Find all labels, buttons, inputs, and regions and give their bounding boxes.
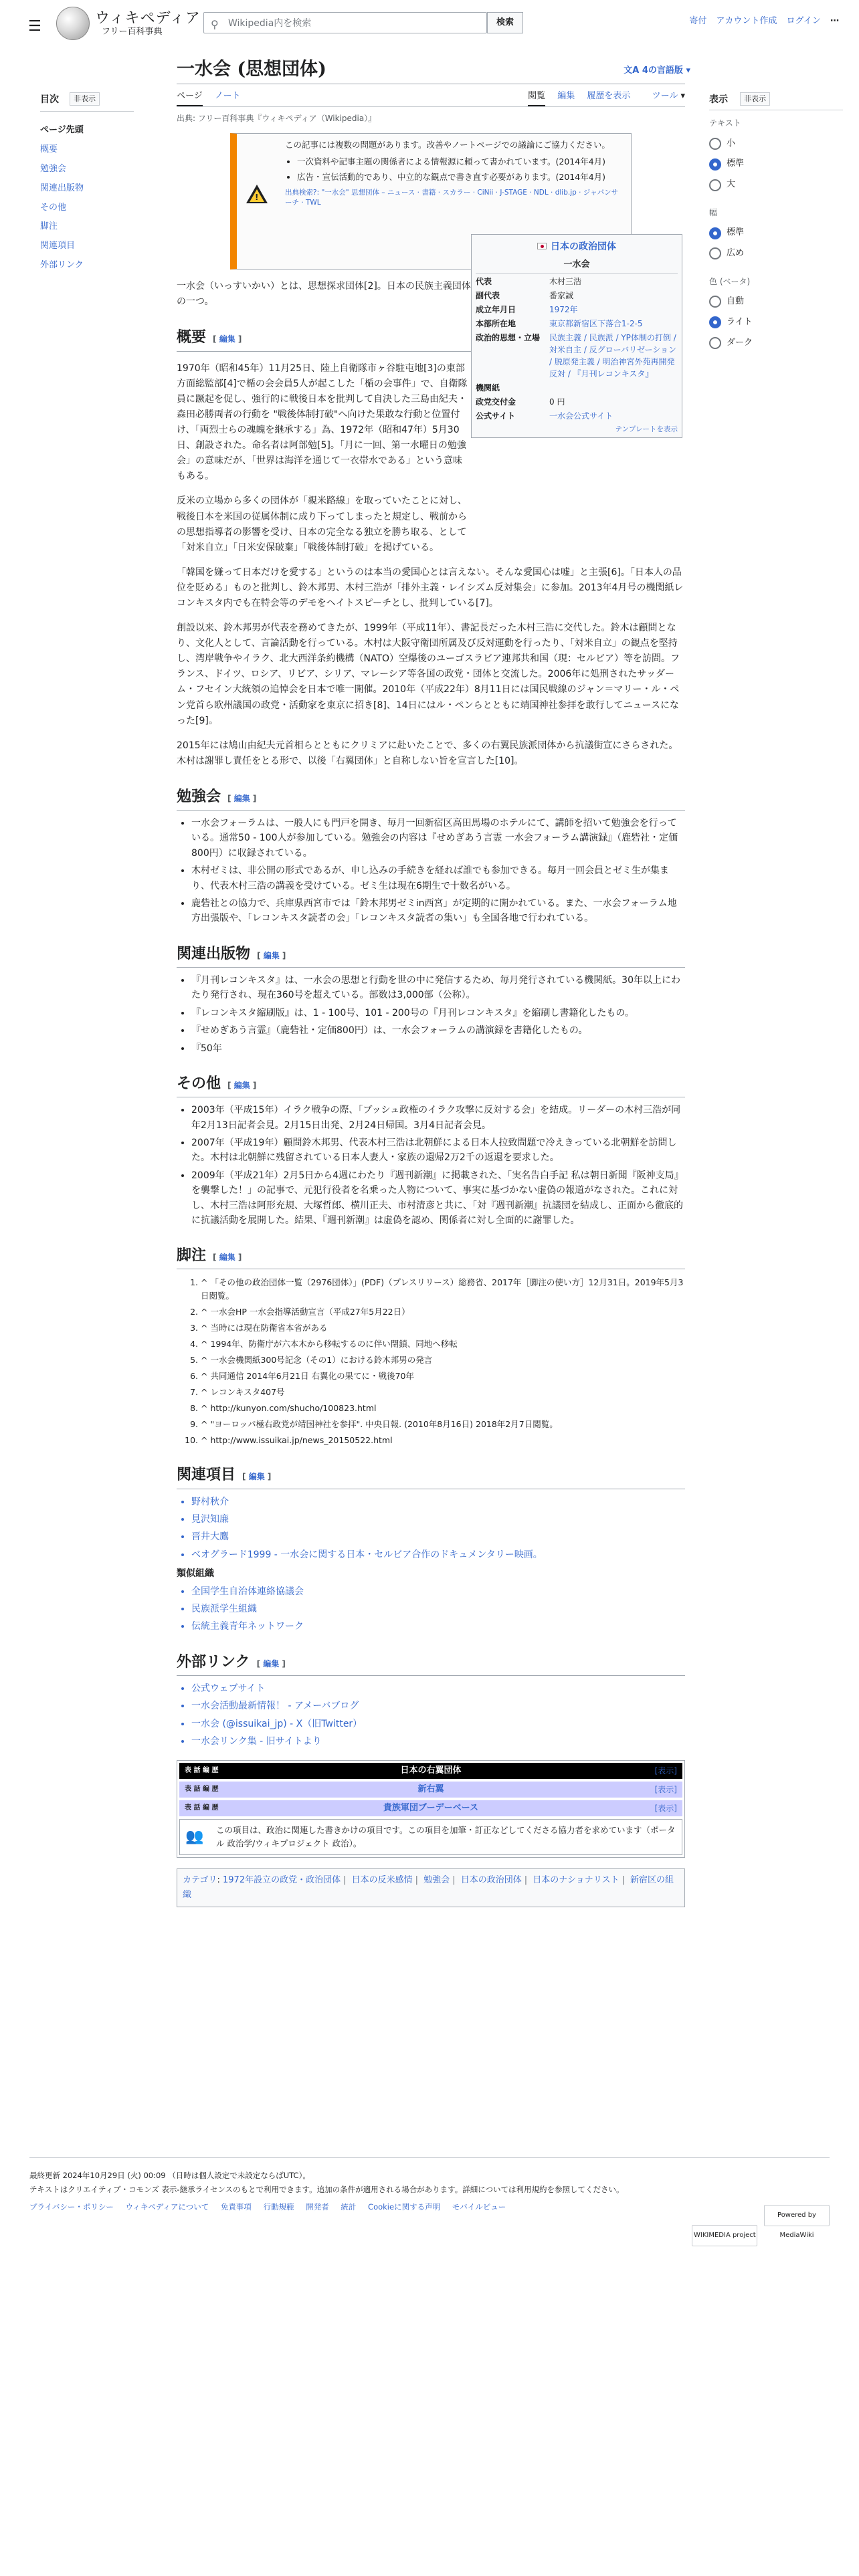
wikimedia-badge[interactable]: WIKIMEDIA project	[692, 2225, 757, 2246]
site-sub: 出典: フリー百科事典『ウィキペディア（Wikipedia）』	[177, 114, 377, 124]
notice-item: • 広告・宣伝活動的であり、中立的な観点で書き直す必要があります。(2014年4月)	[297, 171, 623, 184]
create-account-link[interactable]: アカウント作成	[716, 16, 777, 26]
edit-label: 編集	[219, 334, 235, 344]
infobox-value[interactable]: 東京都新宿区下落合1-2-5	[549, 318, 643, 328]
footer-link[interactable]: 開発者	[306, 2202, 329, 2212]
edit-label: 編集	[248, 1472, 265, 1482]
navbox-vde-links[interactable]: 表 話 編 歴	[185, 1766, 219, 1774]
heading-text: 概要	[177, 328, 207, 346]
radio-text-standard[interactable]	[709, 157, 843, 171]
radio-width-wide[interactable]	[709, 247, 843, 261]
logo-tagline: フリー百科事典	[102, 27, 163, 37]
edit-link[interactable]: [ 編集 ]	[227, 1080, 257, 1090]
category-link[interactable]: 勉強会	[423, 1874, 450, 1885]
more-options-icon[interactable]: ⋯	[830, 16, 839, 26]
radio-label: 広め	[727, 247, 745, 258]
list-item: • 2003年（平成15年）イラク戦争の際、「ブッシュ政権のイラク攻撃に反対する会」を結成。リーダーの木村三浩が同年2月13日記者会見。2月15日出発、2月24日帰国。3月4日記者会見。	[191, 1103, 685, 1133]
language-count: 4の言語版	[642, 66, 683, 76]
navbox-title-text[interactable]: 日本の右翼団体	[400, 1765, 462, 1776]
radio-icon	[709, 337, 721, 349]
edit-link[interactable]: [ 編集 ]	[257, 950, 286, 960]
list-item: • 2007年（平成19年）顧問鈴木邦男、代表木村三浩は北朝鮮による日本人拉致問題で冷えきっている北朝鮮を訪問した。木村は北朝鮮に残留されている日本人妻人・家族の還帰2万2千の返還を要求した。	[191, 1136, 685, 1166]
tab-history[interactable]: 履歴を表示	[587, 91, 631, 102]
tools-menu[interactable]: ツール ▾	[652, 91, 685, 102]
category-link[interactable]: 新宿区の組織	[183, 1874, 674, 1900]
edit-link[interactable]: [ 編集 ]	[227, 793, 257, 803]
infobox-key: 成立年月日	[476, 304, 516, 314]
tab-page[interactable]: ページ	[177, 91, 203, 106]
infobox-key: 機関紙	[476, 383, 500, 393]
external-links-list	[191, 1681, 685, 1749]
related-link[interactable]: • 伝統主義青年ネットワーク	[191, 1619, 685, 1634]
section-heading-notes	[177, 1244, 685, 1269]
reference-item[interactable]: 3. ^ 当時には現在防衛省本省がある	[201, 1321, 685, 1335]
related-list	[191, 1495, 685, 1563]
infobox-key: 本部所在地	[476, 318, 516, 328]
category-box: カテゴリ: 1972年設立の政党・政治団体 | 日本の反米感情 | 勉強会 | 日本の政治団体 | 日本のナショナリスト | 新宿区の組織	[177, 1868, 685, 1907]
infobox-key: 代表	[476, 276, 492, 286]
publications-list	[191, 973, 685, 1056]
footer-link[interactable]: Cookieに関する声明	[368, 2202, 441, 2212]
edit-link[interactable]: [ 編集 ]	[242, 1472, 272, 1482]
tab-read[interactable]: 閲覧	[528, 91, 545, 106]
infobox-row	[476, 396, 678, 408]
section-heading-study	[177, 785, 685, 811]
radio-icon	[709, 296, 721, 308]
radio-color-light[interactable]	[709, 316, 843, 330]
search-input[interactable]	[203, 12, 487, 33]
related-link[interactable]: • ベオグラード1999 - 一水会に関する日本・セルビア合作のドキュメンタリー映画。	[191, 1547, 685, 1562]
other-list	[191, 1103, 685, 1228]
edit-link[interactable]: [ 編集 ]	[213, 334, 242, 344]
search-icon: ⚲	[211, 18, 219, 31]
section-heading-overview	[177, 326, 471, 351]
heading-text: 脚注	[177, 1247, 207, 1265]
category-link[interactable]: 日本の政治団体	[460, 1874, 522, 1885]
related-link[interactable]: • 全国学生自治体連絡協議会	[191, 1584, 685, 1599]
site-header	[0, 0, 859, 47]
width-title: 幅	[709, 207, 718, 217]
heading-text: その他	[177, 1074, 221, 1092]
template-link[interactable]: テンプレートを表示	[615, 425, 678, 433]
heading-text: 勉強会	[177, 787, 221, 805]
edit-label: 編集	[263, 950, 280, 960]
navbox-right-wing	[177, 1760, 685, 1858]
list-item: • 『せめぎあう言霊』（鹿砦社・定価800円）は、一水会フォーラムの講演録を書籍化したもの。	[191, 1023, 685, 1038]
appearance-hide-button[interactable]: 非表示	[740, 92, 770, 106]
list-item: • 『50年	[191, 1041, 685, 1056]
radio-selected-icon	[709, 316, 721, 328]
radio-width-standard[interactable]	[709, 226, 843, 240]
navbox-toggle[interactable]: [表示]	[654, 1803, 677, 1813]
infobox-row	[476, 332, 678, 380]
edit-link[interactable]: [ 編集 ]	[213, 1253, 242, 1263]
infobox-key: 副代表	[476, 290, 500, 300]
external-link[interactable]: • 一水会活動最新情報！ - アメーバブログ	[191, 1699, 685, 1713]
footer-link[interactable]: プライバシー・ポリシー	[29, 2202, 114, 2212]
infobox-row	[476, 290, 678, 302]
donate-link[interactable]: 寄付	[689, 16, 707, 26]
category-link[interactable]: 1972年設立の政党・政治団体	[223, 1874, 341, 1885]
infobox-value[interactable]: 1972年	[549, 304, 578, 314]
navbox-sub-title[interactable]: 貴族軍団ブーデーベース	[383, 1802, 478, 1813]
navbox-subgroup	[179, 1800, 682, 1816]
source-search-links[interactable]: 出典検索?: "一水会" 思想団体 – ニュース · 書籍 · スカラー · CiNii · J-STAGE · NDL · dlib.jp · ジャパンサーチ · TWL	[285, 188, 619, 207]
category-link[interactable]: 日本のナショナリスト	[533, 1874, 619, 1885]
similar-orgs-list	[191, 1584, 685, 1634]
footer-link[interactable]: ウィキペディアについて	[125, 2202, 209, 2212]
infobox-name: 一水会	[476, 257, 678, 274]
color-title: 色 (ベータ)	[709, 276, 751, 286]
reference-item[interactable]: 4. ^ 1994年、防衛庁が六本木から移転するのに伴い閉鎖、同地へ移転	[201, 1337, 685, 1351]
overview-paragraph: 反米の立場から多くの団体が「親米路線」を取っていたことに対し、戦後日本を米国の従属体制に成り下ってしまったと規定し、戦前からの思想指導者の影響を受け、日本の完全なる独立を勝ち取る、として「対米自立」「日米安保破棄」「戦後体制打破」を掲げている。	[177, 496, 467, 553]
radio-text-large[interactable]	[709, 178, 843, 192]
footer-link[interactable]: モバイルビュー	[452, 2202, 506, 2212]
tools-label: ツール	[652, 91, 678, 102]
notice-intro: この記事には複数の問題があります。改善やノートページでの議論にご協力ください。	[285, 140, 610, 150]
radio-label: 大	[727, 179, 736, 190]
external-link[interactable]: • 一水会リンク集 - 旧サイトより	[191, 1734, 685, 1749]
reference-item[interactable]: 2. ^ 一水会HP 一水会指導活動宣言（平成27年5月22日）	[201, 1305, 685, 1319]
footer-link[interactable]: 統計	[341, 2202, 357, 2212]
infobox-value: 0 円	[549, 397, 565, 407]
toc-item-related[interactable]: 関連項目	[40, 241, 76, 251]
section-heading-external	[177, 1650, 685, 1676]
navbox-vde-links[interactable]: 表 話 編 歴	[185, 1804, 219, 1812]
external-link[interactable]: • 公式ウェブサイト	[191, 1681, 685, 1696]
related-link[interactable]: • 野村秋介	[191, 1495, 685, 1509]
issues-notice: ! この記事には複数の問題があります。改善やノートページでの議論にご協力ください。 • 一次資料や記事主題の関係者による情報源に頼って書かれています。(2014年4月) • 広告・宣伝活動的であり、中立的な観点で書き直す必要があります。(2014年4月) 出典検索?: "一水会" 思想団体 – ニュース · 書籍 · スカラー · CiNii · J-STAGE · NDL · dlib.jp · ジャパンサーチ · TWL	[230, 133, 632, 270]
radio-label: 小	[727, 138, 736, 148]
login-link[interactable]: ログイン	[786, 16, 821, 26]
infobox-row	[476, 276, 678, 288]
logo-wordmark[interactable]: ウィキペディア	[95, 10, 201, 27]
overview-paragraph: 「韓国を嫌って日本だけを愛する」というのは本当の愛国心とは言えない。そんな愛国心は嘘」と主張[6]。「日本人の品位を貶める」ものと批判し、鈴木邦男、木村三浩が「排外主義・レイシズム反対集会」に参加。2013年4月号の機関紙レコンキスタ内でも在特会等のデモをヘイトスピーチとし、批判している[7]。	[177, 566, 684, 609]
similar-orgs-heading: 類似組織	[177, 1568, 214, 1580]
related-link[interactable]: • 晋井大鷹	[191, 1529, 685, 1544]
reference-item[interactable]: 7. ^ レコンキスタ407号	[201, 1386, 685, 1399]
category-link[interactable]: 日本の反米感情	[351, 1874, 413, 1885]
radio-label: 標準	[727, 158, 745, 169]
toc-item-overview[interactable]: 概要	[40, 144, 58, 155]
notice-item: • 一次資料や記事主題の関係者による情報源に頼って書かれています。(2014年4月)	[297, 156, 623, 169]
toc-item-notes[interactable]: 脚注	[40, 221, 58, 232]
list-item: • 『レコンキスタ縮刷版』は、1 - 100号、101 - 200号の『月刊レコンキスタ』を縮刷し書籍化したもの。	[191, 1006, 685, 1021]
toc-hide-button[interactable]: 非表示	[70, 92, 100, 106]
related-link[interactable]: • 民族派学生組織	[191, 1602, 685, 1616]
appearance-panel	[709, 92, 843, 350]
page-footer	[29, 2157, 830, 2239]
radio-label: ダーク	[727, 337, 753, 348]
list-item: • 木村ゼミは、非公開の形式であるが、申し込みの手続きを経れば誰でも参加できる。毎月一回会員とゼミ生が集まり、代表木村三浩の講義を受けている。ゼミ生は現在6期生で十数名がいる。	[191, 863, 685, 893]
radio-icon	[709, 247, 721, 259]
infobox-caption-text[interactable]: 日本の政治団体	[551, 241, 616, 252]
radio-color-auto[interactable]	[709, 295, 843, 309]
toc-title: 目次	[40, 94, 59, 105]
infobox-row	[476, 410, 678, 422]
toc-item-other[interactable]: その他	[40, 202, 67, 213]
reference-item[interactable]: 6. ^ 共同通信 2014年6月21日 右翼化の果てに・戦後70年	[201, 1370, 685, 1383]
text-size-title: テキスト	[709, 118, 741, 128]
toc-item-top[interactable]: ページ先頭	[40, 125, 84, 136]
radio-selected-icon	[709, 158, 721, 171]
list-item: • 鹿砦社との協力で、兵庫県西宮市では「鈴木邦男ゼミin西宮」が定期的に開かれている。また、一水会フォーラム地方出張版や、「レコンキスタ読者の会」「レコンキスタ読者の集い」も全国各地で行われている。	[191, 896, 685, 926]
overview-paragraph: 2015年には鳩山由紀夫元首相らとともにクリミアに赴いたことで、多くの右翼民族派団体から抗議街宣にさらされた。木村は謝罪し責任をとる形で、以後「右翼団体」と自称しない旨を宣言した[10]。	[177, 740, 678, 766]
footer-link[interactable]: 免責事項	[220, 2202, 252, 2212]
list-item: • 『月刊レコンキスタ』は、一水会の思想と行動を世の中に発信するため、毎月発行されている機関紙。30年以上にわたり発行され、現在360号を超えている。部数は3,000部（公称）。	[191, 973, 685, 1003]
infobox-caption	[476, 237, 678, 257]
infobox-row	[476, 382, 678, 394]
radio-icon	[709, 138, 721, 150]
table-of-contents	[40, 92, 140, 273]
navbox-sub-title[interactable]: 新右翼	[417, 1784, 444, 1794]
toc-item-external[interactable]: 外部リンク	[40, 259, 84, 270]
radio-icon	[709, 179, 721, 191]
navbox-subgroup	[179, 1782, 682, 1798]
tab-edit[interactable]: 編集	[557, 91, 575, 102]
categories-label[interactable]: カテゴリ	[183, 1874, 217, 1885]
infobox-value: 木村三浩	[549, 276, 582, 286]
footer-badges	[688, 2205, 830, 2246]
reference-item[interactable]: 10. ^ http://www.issuikai.jp/news_20150522.html	[201, 1434, 685, 1447]
appearance-title: 表示	[709, 92, 843, 110]
section-heading-publications	[177, 942, 685, 968]
page-tabs	[177, 84, 685, 107]
infobox-row	[476, 304, 678, 316]
people-icon: 👥	[185, 1828, 204, 1845]
heading-text: 関連出版物	[177, 944, 251, 962]
edit-label: 編集	[233, 1080, 250, 1090]
mediawiki-badge[interactable]: Powered by MediaWiki	[764, 2205, 830, 2226]
infobox	[471, 234, 682, 438]
license-text: テキストはクリエイティブ・コモンズ 表示-継承ライセンスのもとで利用できます。追加の条件が適用される場合があります。詳細については利用規約を参照してください。	[29, 2184, 624, 2194]
reference-item[interactable]: 5. ^ 一水会機関紙300号記念（その1）における鈴木邦男の発言	[201, 1354, 685, 1367]
infobox-value: 番家誠	[549, 290, 574, 300]
heading-text: 外部リンク	[177, 1652, 250, 1671]
reference-item[interactable]: 1. ^ 「その他の政治団体一覧（2976団体）」(PDF)（プレスリリース）総務省、2017年［脚注の使い方］12月31日。2019年5月3日閲覧。	[201, 1276, 685, 1303]
radio-color-dark[interactable]	[709, 336, 843, 350]
overview-paragraph: 1970年（昭和45年）11月25日、陸上自衛隊市ヶ谷駐屯地[3]の東部方面総監部[4]で楯の会会員5人が起こした「楯の会事件」で、自衛隊員に蹶起を促し、強行的に戦後日本を批判して自決した三島由紀夫・森田必勝両者の行動を "戦後体制打破"へ向けた果敢な行動と位置付け、「両烈士らの魂魄を継承する」為、1972年（昭和47年）5月30日、創設された。命名者は阿部勉[5]。「月に一回、第一水曜日の勉強会」の意味だが、「世界は海洋を通じて一衣帯水である」という意味もある。	[177, 362, 468, 482]
toc-item-publications[interactable]: 関連出版物	[40, 183, 84, 193]
infobox-value	[549, 382, 678, 394]
edit-label: 編集	[233, 793, 250, 803]
infobox-key: 政党交付金	[476, 397, 516, 407]
tab-talk[interactable]: ノート	[214, 91, 241, 102]
radio-text-small[interactable]	[709, 137, 843, 151]
infobox-value[interactable]: 一水会公式サイト	[549, 411, 613, 421]
japan-flag-icon	[537, 243, 547, 249]
toc-divider	[40, 111, 134, 112]
search-placeholder: Wikipedia内を検索	[228, 18, 312, 29]
edit-label: 編集	[219, 1253, 235, 1263]
infobox-key: 政治的思想・立場	[476, 332, 541, 342]
toc-item-study[interactable]: 勉強会	[40, 163, 67, 174]
lead-paragraph: 一水会（いっすいかい）とは、思想探求団体[2]。日本の民族主義団体の一つ。	[177, 281, 471, 308]
radio-label: 自動	[727, 296, 745, 306]
radio-label: ライト	[727, 316, 753, 327]
stub-text: この項目は、政治に関連した書きかけの項目です。この項目を加筆・訂正などしてくださる協力者を求めています（ポータル 政治学/ウィキプロジェクト 政治）。	[216, 1824, 676, 1848]
navbox-vde-links[interactable]: 表 話 編 歴	[185, 1785, 219, 1793]
section-heading-other	[177, 1072, 685, 1097]
overview-paragraph: 創設以来、鈴木邦男が代表を務めてきたが、1999年（平成11年）、書記長だった木村三浩に交代した。鈴木は顧問となり、文化人として、言論活動を行っている。木村は大阪守衛団所属及び反対運動を行ったり、「対米自立」の観点を堅持し、湾岸戦争やイラク、北大西洋条約機構（NATO）空爆後のユーゴスラビア連邦共和国（現：セルビア）等を訪問。フランス、ドイツ、ロシア、リビア、シリア、マレーシア等各国の政党・団体と交流した。2006年に処刑されたサッダーム・フセイン大統領の追悼会を日本で唯一開催。2010年（平成22年）8月11日には国民戦線のジャン＝マリー・ル・ペン党首ら欧州議国の政党・活動家を東京に招き[8]、14日にはル・ペンらとともに靖国神社参拝を敢行してニュースになった[9]。	[177, 623, 680, 726]
infobox-value[interactable]: 民族主義 / 民族派 / YP体制の打倒 / 対米自主 / 反グローバリゼーション / 脱原発主義 / 明治神宮外苑再開発反対 / 『月刊レコンキスタ』	[549, 332, 676, 379]
infobox-key: 公式サイト	[476, 411, 516, 421]
infobox-row	[476, 318, 678, 330]
external-link[interactable]: • 一水会 (@issuikai_jp) - X（旧Twitter）	[191, 1717, 685, 1731]
search-button[interactable]: 検索	[487, 12, 523, 33]
edit-label: 編集	[263, 1658, 280, 1669]
page-title: 一水会 (思想団体)	[177, 58, 685, 84]
list-item: • 一水会フォーラムは、一般人にも門戸を開き、毎月一回新宿区高田馬場のホテルにて、講師を招いて勉強会を行っている。通常50 - 100人が参加している。勉強会の内容は『せめぎあう言霊 一水会フォーラム講演録』（鹿砦社・定価800円）に収録されている。	[191, 816, 685, 861]
heading-text: 関連項目	[177, 1466, 236, 1484]
footer-link[interactable]: 行動規範	[263, 2202, 294, 2212]
reference-item[interactable]: 8. ^ http://kunyon.com/shucho/100823.html	[201, 1402, 685, 1415]
radio-selected-icon	[709, 227, 721, 239]
wikipedia-globe-logo[interactable]	[56, 7, 90, 40]
navbox-toggle[interactable]: [表示]	[654, 1784, 677, 1794]
personal-tools	[682, 15, 839, 29]
last-modified: 最終更新 2024年10月29日 (火) 00:09 （日時は個人設定で未設定ならばUTC）。	[29, 2171, 310, 2180]
reference-item[interactable]: 9. ^ "ヨーロッパ極右政党が靖国神社を参拝". 中央日報. (2010年8月16日) 2018年2月7日閲覧。	[201, 1418, 685, 1431]
section-heading-related	[177, 1463, 685, 1489]
main-menu-icon[interactable]: ☰	[28, 18, 41, 35]
related-link[interactable]: • 見沢知廉	[191, 1512, 685, 1527]
references-list	[201, 1276, 685, 1447]
edit-link[interactable]: [ 編集 ]	[256, 1658, 286, 1669]
language-button[interactable]: 文A 4の言語版 ▾	[624, 66, 690, 76]
study-list	[191, 816, 685, 926]
navbox-toggle[interactable]: [表示]	[654, 1765, 677, 1776]
radio-label: 標準	[727, 227, 745, 238]
stub-notice	[179, 1819, 682, 1855]
list-item: • 2009年（平成21年）2月5日から4週にわたり『週刊新潮』に掲載された、「実名告白手記 私は朝日新聞『阪神支局』を襲撃した！」の記事で、元犯行役者を名乗った人物について、事実に基づかない虚偽の報道がなされた。これに対し、木村三浩は阿形充規、大塚哲郎、横川正夫、市村清彦と共に、「対『週刊新潮』抗議団を結成し、正面から徹底的に抗議活動を展開した。結果、『週刊新潮』は虚偽を認め、関係者に対し全面的に謝罪した。	[191, 1168, 685, 1228]
navbox-title	[179, 1763, 682, 1779]
